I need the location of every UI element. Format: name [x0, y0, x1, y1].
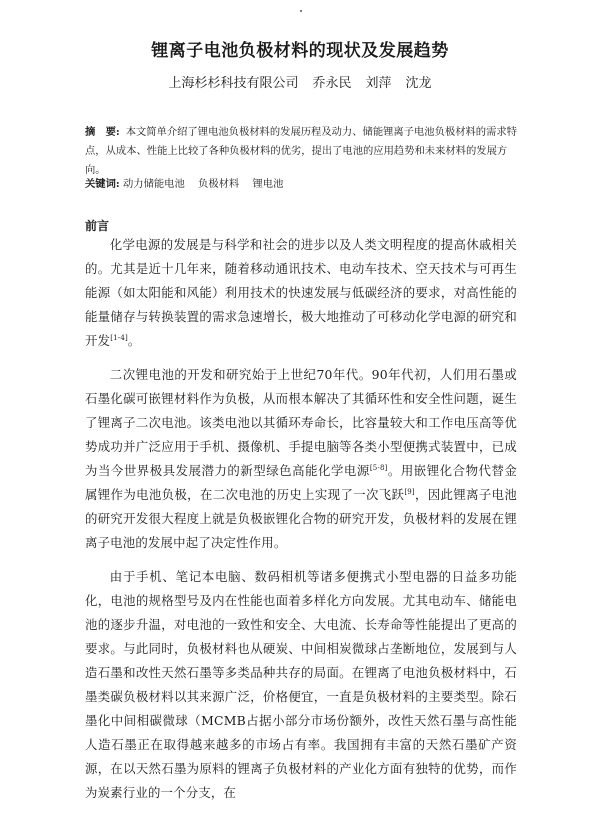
paragraph-text: 。用嵌锂化合物代替金属锂作为电池负极，在二次电池的历史上实现了一次飞跃 [85, 463, 518, 502]
paragraph-text: 。 [127, 333, 141, 348]
keywords-label: 关键词: [85, 178, 120, 190]
citation: [9] [404, 487, 415, 496]
citation: [5-8] [369, 463, 388, 472]
abstract-text: 本文简单介绍了锂电池负极材料的发展历程及动力、储能锂离子电池负极材料的需求特点，从成本、性能上比较了各种负极材料的优劣，提出了电池的应用趋势和未来材料的发展方向。 [85, 126, 517, 176]
paper-title: 锂离子电池负极材料的现状及发展趋势 [151, 41, 449, 61]
paragraph [85, 363, 517, 555]
affiliation: 上海杉杉科技有限公司 [168, 76, 299, 91]
paragraph [85, 233, 517, 353]
keyword: 动力储能电池 [122, 178, 185, 190]
abstract [85, 123, 517, 180]
paragraph-text: 由于手机、笔记本电脑、数码相机等诸多便携式小型电器的日益多功能化，电池的规格型号及内在性能也面着多样化方向发展。尤其电动车、储能电池的逐步升温，对电池的一致性和安全、大电流、长寿命等性能提出了更高的要求。与此同时，负极材料也从硬炭、中间相炭微球占垄断地位，发展到与人造石墨和改性天然石墨等多类品种共存的局面。在锂离了电池负极材料中，石墨类碳负极材料以其来源广泛，价格便宜，一直是负极材料的主要类型。除石墨化中间相碳微球（MCMB占据小部分市场份额外，改性天然石墨与高性能人造石墨正在取得越来越多的市场占有率。我国拥有丰富的天然石墨矿产资源，在以天然石墨为原料的锂离子负极材料的产业化方面有独特的优势，而作为炭素行业的一个分支，在 [85, 569, 517, 800]
paragraph-text: ，因此锂离子电池的研究开发很大程度上就是负极嵌锂化合物的研究开发，负极材料的发展在锂离子电池的发展中起了决定性作用。 [85, 487, 518, 550]
paragraph-text: 二次锂电池的开发和研究始于上世纪70年代。90年代初，人们用石墨或石墨化碳可嵌锂材料作为负极，从而根本解决了其循环性和安全性问题，诞生了锂离子二次电池。该类电池以其循环寿命长，比容量较大和工作电压高等优势成功并广泛应用于手机、摄像机、手提电脑等各类小型便携式装置中，已成为当今世界极具发展潜力的新型绿色高能化学电源 [85, 367, 517, 478]
author-line [0, 72, 600, 91]
paragraph-text: 化学电源的发展是与科学和社会的进步以及人类文明程度的提高休戚相关的。尤其是近十几年来，随着移动通讯技术、电动车技术、空天技术与可再生能源（如太阳能和风能）利用技术的快速发展与低碳经济的要求，对高性能的能量储存与转换装置的需求急速增长，极大地推动了可移动化学电源的研究和开发 [85, 237, 517, 348]
author-name: 刘萍 [365, 76, 392, 91]
scan-speck [300, 10, 302, 12]
keyword: 锂电池 [252, 178, 284, 190]
author-name: 乔永民 [312, 76, 352, 91]
author-name: 沈龙 [405, 76, 432, 91]
citation: [1-4] [110, 333, 128, 342]
section-heading: 前言 [85, 219, 110, 233]
body-text [85, 233, 517, 815]
abstract-label: 摘 要: [85, 126, 120, 138]
paragraph [85, 565, 517, 805]
keywords [85, 175, 517, 194]
keyword: 负极材料 [198, 178, 240, 190]
